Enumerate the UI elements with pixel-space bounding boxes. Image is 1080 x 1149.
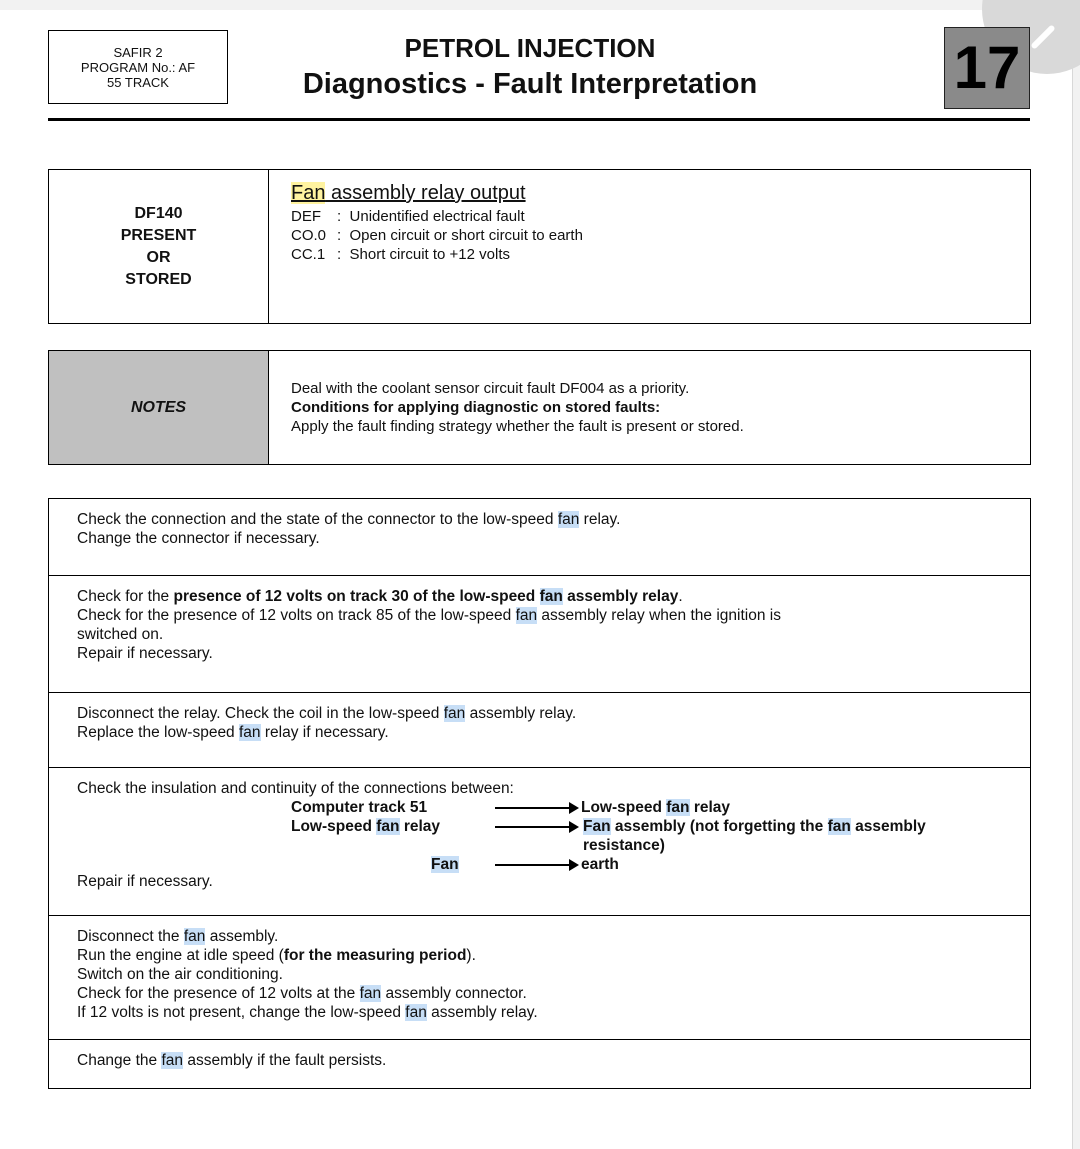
header-rule bbox=[48, 118, 1030, 121]
title-line-1: PETROL INJECTION bbox=[404, 33, 656, 63]
notes-box bbox=[48, 350, 1031, 465]
notes-text: Deal with the coolant sensor circuit fault DF004 as a priority. Conditions for applying diagnostic on stored faults: Apply the fault finding strategy whether the fault is present or stored. bbox=[291, 380, 744, 435]
connection-to: Low-speed fan relay bbox=[581, 799, 731, 816]
manual-page bbox=[0, 10, 1073, 1149]
program-line: SAFIR 2 bbox=[113, 44, 163, 60]
fault-status-line: OR bbox=[146, 248, 171, 266]
step-6: Change the fan assembly if the fault persists. bbox=[48, 1039, 1031, 1089]
program-line: 55 TRACK bbox=[107, 74, 169, 90]
code-row: CC.1 : Short circuit to +12 volts bbox=[291, 246, 511, 263]
code-row: DEF : Unidentified electrical fault bbox=[291, 208, 525, 225]
highlight: Fan bbox=[291, 182, 326, 204]
connection-from: Low-speed fan relay bbox=[291, 818, 441, 835]
arrow-icon bbox=[495, 864, 577, 866]
code-row: CO.0 : Open circuit or short circuit to earth bbox=[291, 227, 583, 244]
connection-from: Fan bbox=[431, 856, 459, 873]
arrow-icon bbox=[495, 826, 577, 828]
fault-code: DF140 bbox=[134, 204, 183, 222]
section-number-badge: 17 bbox=[944, 27, 1030, 109]
fault-box bbox=[48, 169, 1031, 324]
arrow-icon bbox=[495, 807, 577, 809]
program-line: PROGRAM No.: AF bbox=[80, 59, 196, 75]
connection-to: earth bbox=[581, 856, 619, 873]
connection-from: Computer track 51 bbox=[291, 799, 428, 816]
step-5: Disconnect the fan assembly. Run the engine at idle speed (for the measuring period). Switch on the air conditioning. Check for the presence of 12 volts at the fan assembly connector. If 12 volts is not present, change the low-speed fan assembly relay. bbox=[48, 915, 1031, 1039]
notes-label: NOTES bbox=[49, 351, 269, 464]
fault-status-line: PRESENT bbox=[120, 226, 197, 244]
connection-to: Fan assembly (not forgetting the fan assembly bbox=[583, 818, 926, 835]
page-title bbox=[260, 32, 800, 104]
step-4: Check the insulation and continuity of the connections between: Computer track 51 Low-speed fan relay Low-speed fan relay Fan assembly (not forgetting the fan assembly resistance) Fan earth Repair if necessary. bbox=[48, 767, 1031, 915]
fault-status bbox=[49, 170, 269, 323]
step-2: Check for the presence of 12 volts on track 30 of the low-speed fan assembly relay. Check for the presence of 12 volts on track 85 of the low-speed fan assembly relay when the ignition is switched on. Repair if necessary. bbox=[48, 575, 1031, 692]
fault-detail bbox=[269, 170, 1030, 323]
program-info-box bbox=[48, 30, 228, 104]
connection-to-continued: resistance) bbox=[583, 837, 665, 854]
diagnostic-steps bbox=[48, 498, 1031, 1089]
title-line-2: Diagnostics - Fault Interpretation bbox=[302, 68, 758, 100]
step-3: Disconnect the relay. Check the coil in the low-speed fan assembly relay. Replace the low-speed fan relay if necessary. bbox=[48, 692, 1031, 767]
connection-list bbox=[77, 798, 1002, 872]
step-1: Check the connection and the state of the connector to the low-speed fan relay. Change the connector if necessary. bbox=[48, 498, 1031, 575]
fault-title: Fan assembly relay output bbox=[291, 182, 526, 204]
fault-status-line: STORED bbox=[125, 270, 192, 288]
